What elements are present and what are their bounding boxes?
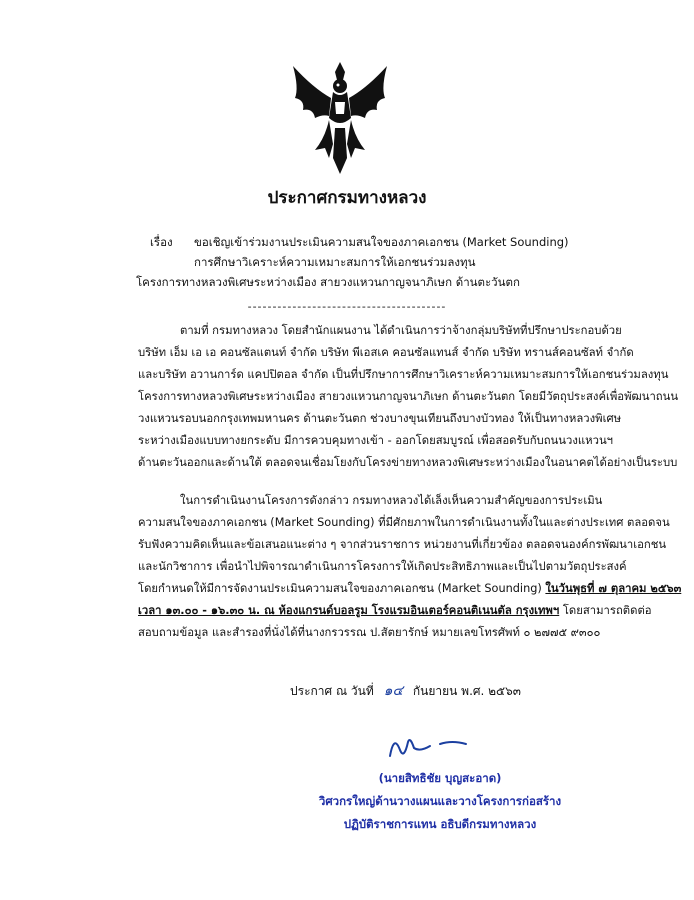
signer-name: (นายสิทธิชัย บุญสะอาด) [378, 771, 502, 785]
paragraph-2 [138, 490, 682, 644]
para1-line: และบริษัท อวานการ์ด แคปปิตอล จำกัด เป็นที่ปรึกษาการศึกษาวิเคราะห์ความเหมาะสมการให้เอกชนร่วมลงทุน [138, 368, 669, 381]
para2-line: ในการดำเนินงานโครงการดังกล่าว กรมทางหลวงได้เล็งเห็นความสำคัญของการประเมิน [180, 494, 603, 507]
para2-line6-text: โดยสามารถติดต่อ [559, 604, 652, 617]
para2-line: และนักวิชาการ เพื่อนำไปพิจารณาดำเนินการโครงการให้เกิดประสิทธิภาพและเป็นไปตามวัตถุประสงค์ [138, 560, 627, 573]
date-prefix: ประกาศ ณ วันที่ [290, 684, 374, 698]
para2-line [138, 600, 652, 622]
subject-line-1: ขอเชิญเข้าร่วมงานประเมินความสนใจของภาคเอกชน (Market Sounding) [194, 235, 569, 249]
subject-block [136, 232, 620, 292]
announcement-date [290, 680, 521, 702]
date-day-handwritten: ๑๔ [383, 683, 404, 699]
para2-line: รับฟังความคิดเห็นและข้อเสนอแนะต่าง ๆ จากส่วนราชการ หน่วยงานที่เกี่ยวข้อง ตลอดจนองค์กรพัฒนาเอกชน [138, 538, 667, 551]
para2-line: ความสนใจของภาคเอกชน (Market Sounding) ที่มีศักยภาพในการดำเนินงานทั้งในและต่างประเทศ ตลอดจน [138, 516, 670, 529]
subject-line-3: โครงการทางหลวงพิเศษระหว่างเมือง สายวงแหวนกาญจนาภิเษก ด้านตะวันตก [136, 275, 520, 289]
para1-line: ตามที่ กรมทางหลวง โดยสำนักแผนงาน ได้ดำเนินการว่าจ้างกลุ่มบริษัทที่ปรึกษาประกอบด้วย [180, 324, 622, 337]
paragraph-1 [138, 320, 679, 474]
subject-label: เรื่อง [150, 235, 173, 249]
signature-icon [380, 730, 480, 764]
event-time-venue: เวลา ๑๓.๐๐ - ๑๖.๓๐ น. ณ ห้องแกรนด์บอลรูม โรงแรมอินเตอร์คอนติเนนตัล กรุงเทพฯ [138, 604, 560, 617]
para2-line: สอบถามข้อมูล และสำรองที่นั่งได้ที่นางกรวรรณ ป.สัตยารักษ์ หมายเลขโทรศัพท์ ๐ ๒๗๗๕ ๙๓๐๐ [138, 626, 601, 639]
para1-line: วงแหวนรอบนอกกรุงเทพมหานคร ด้านตะวันตก ช่วงบางขุนเทียนถึงบางบัวทอง ให้เป็นทางหลวงพิเศษ [138, 412, 622, 425]
para2-line [138, 578, 682, 600]
garuda-emblem-icon [285, 58, 395, 176]
page-title: ประกาศกรมทางหลวง [267, 188, 427, 208]
para1-line: บริษัท เอ็ม เอ เอ คอนซัลแตนท์ จำกัด บริษัท พีเอสเค คอนซัลแทนส์ จำกัด บริษัท ทรานส์คอนซัลท์ จำกัด [138, 346, 634, 359]
para2-line5-text: โดยกำหนดให้มีการจัดงานประเมินความสนใจของภาคเอกชน (Market Sounding) [138, 582, 546, 595]
signer-acting-for: ปฏิบัติราชการแทน อธิบดีกรมทางหลวง [343, 817, 537, 831]
para1-line: ระหว่างเมืองแบบทางยกระดับ มีการควบคุมทางเข้า - ออกโดยสมบูรณ์ เพื่อสอดรับกับถนนวงแหวนฯ [138, 434, 614, 447]
date-suffix: กันยายน พ.ศ. ๒๕๖๓ [412, 684, 521, 698]
signer-position: วิศวกรใหญ่ด้านวางแผนและวางโครงการก่อสร้าง [318, 794, 562, 808]
para1-line: ด้านตะวันออกและด้านใต้ ตลอดจนเชื่อมโยงกับโครงข่ายทางหลวงพิเศษระหว่างเมืองในอนาคตได้อย่างเป็นระบบ [138, 456, 678, 469]
para1-line: โครงการทางหลวงพิเศษระหว่างเมือง สายวงแหวนกาญจนาภิเษก ด้านตะวันตก โดยมีวัตถุประสงค์เพื่อพัฒนาถนน [138, 390, 679, 403]
subject-line-2: การศึกษาวิเคราะห์ความเหมาะสมการให้เอกชนร่วมลงทุน [194, 255, 476, 269]
event-date: ในวันพุธที่ ๗ ตุลาคม ๒๕๖๓ [545, 582, 682, 595]
separator-line: ---------------------------------------- [247, 300, 447, 313]
